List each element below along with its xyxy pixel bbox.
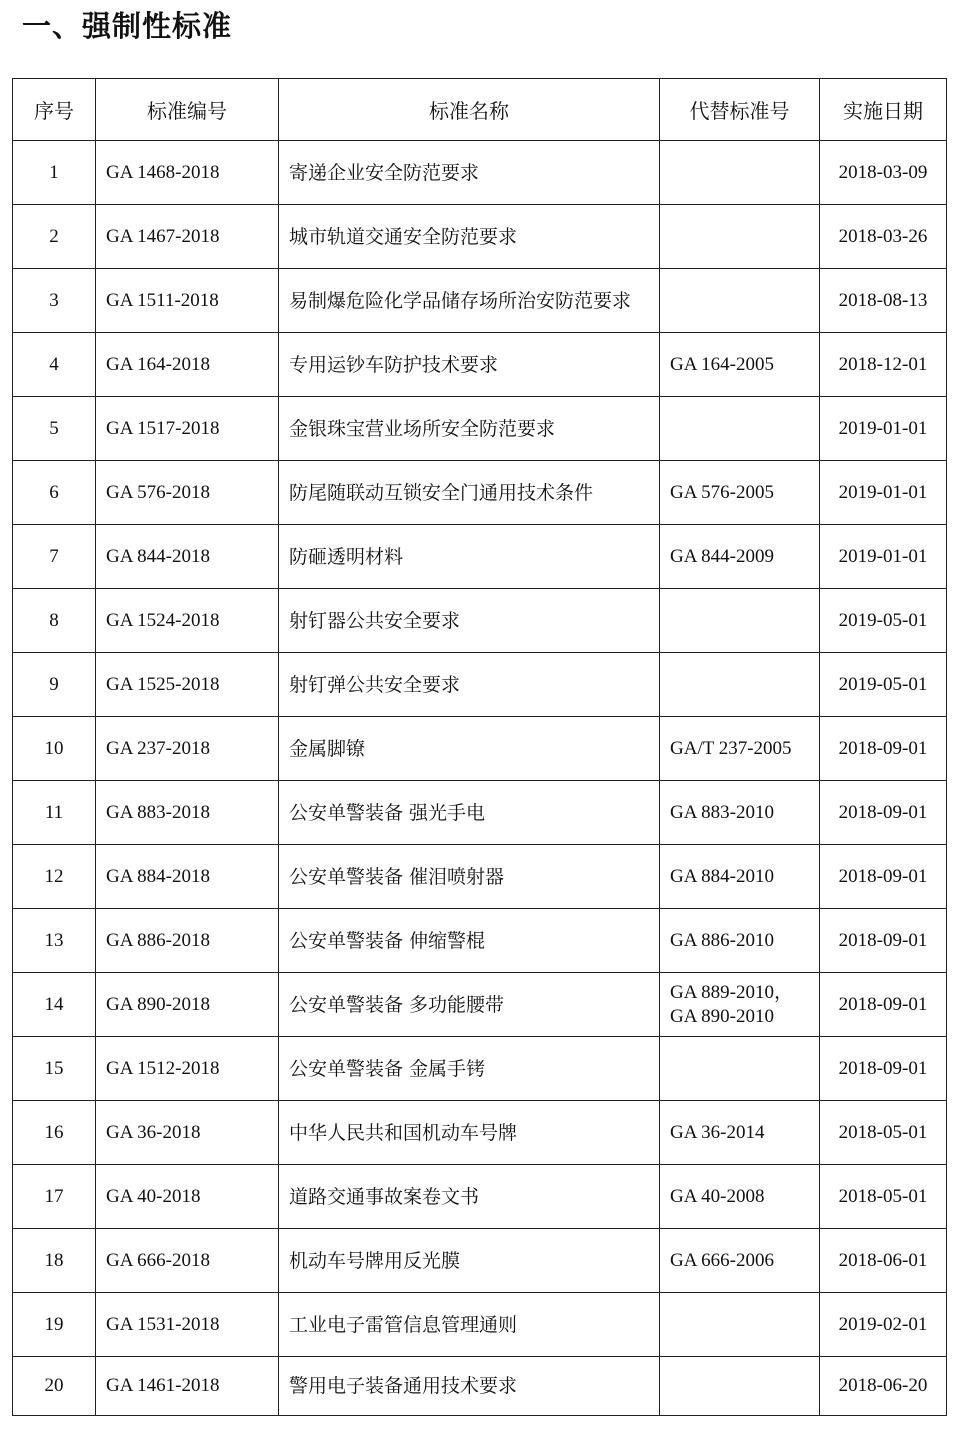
cell-replaces (660, 653, 820, 717)
cell-effective-date: 2018-08-13 (820, 269, 947, 333)
cell-index: 6 (13, 461, 96, 525)
cell-effective-date: 2018-09-01 (820, 909, 947, 973)
cell-index: 8 (13, 589, 96, 653)
replaced-standard-code: GA 40-2008 (670, 1185, 765, 1207)
replaced-standard-code: GA 890-2010 (670, 1005, 774, 1027)
replaced-standard-code: GA 886-2010 (670, 929, 774, 951)
replaced-standard-code: GA 844-2009 (670, 545, 774, 567)
table-header-row (13, 79, 947, 141)
cell-standard-code: GA 1467-2018 (96, 205, 279, 269)
cell-replaces (660, 1165, 820, 1229)
cell-index: 4 (13, 333, 96, 397)
cell-effective-date: 2018-06-20 (820, 1357, 947, 1416)
table-row (13, 781, 947, 845)
cell-standard-code: GA 1512-2018 (96, 1037, 279, 1101)
cell-index: 18 (13, 1229, 96, 1293)
table-row (13, 1229, 947, 1293)
page-title: 一、强制性标准 (22, 9, 233, 43)
cell-effective-date: 2018-05-01 (820, 1101, 947, 1165)
cell-replaces (660, 205, 820, 269)
table-row (13, 1293, 947, 1357)
cell-replaces (660, 1229, 820, 1293)
cell-standard-code: GA 1468-2018 (96, 141, 279, 205)
cell-index: 19 (13, 1293, 96, 1357)
cell-effective-date: 2018-09-01 (820, 1037, 947, 1101)
column-header-index: 序号 (13, 79, 96, 141)
cell-replaces (660, 525, 820, 589)
cell-standard-code: GA 1525-2018 (96, 653, 279, 717)
replaced-standard-code: GA 36-2014 (670, 1121, 765, 1143)
table-row (13, 1037, 947, 1101)
cell-replaces (660, 1293, 820, 1357)
cell-standard-code: GA 886-2018 (96, 909, 279, 973)
table-row (13, 973, 947, 1037)
cell-standard-code: GA 1531-2018 (96, 1293, 279, 1357)
cell-replaces (660, 333, 820, 397)
table-body (13, 141, 947, 1416)
cell-standard-code: GA 1511-2018 (96, 269, 279, 333)
table-row (13, 525, 947, 589)
cell-replaces (660, 461, 820, 525)
cell-index: 9 (13, 653, 96, 717)
cell-replaces (660, 141, 820, 205)
cell-index: 16 (13, 1101, 96, 1165)
cell-standard-name: 防尾随联动互锁安全门通用技术条件 (279, 461, 660, 525)
cell-replaces (660, 909, 820, 973)
replaced-standard-code: GA 164-2005 (670, 353, 774, 375)
column-header-replaces: 代替标准号 (660, 79, 820, 141)
column-header-date: 实施日期 (820, 79, 947, 141)
cell-effective-date: 2019-05-01 (820, 653, 947, 717)
cell-effective-date: 2018-03-09 (820, 141, 947, 205)
cell-standard-code: GA 164-2018 (96, 333, 279, 397)
cell-index: 3 (13, 269, 96, 333)
cell-standard-name: 警用电子装备通用技术要求 (279, 1357, 660, 1416)
cell-replaces (660, 717, 820, 781)
cell-effective-date: 2018-05-01 (820, 1165, 947, 1229)
replaced-standard-code: GA 666-2006 (670, 1249, 774, 1271)
cell-replaces (660, 589, 820, 653)
replaced-standard-code: GA 889-2010， (670, 981, 793, 1003)
cell-index: 20 (13, 1357, 96, 1416)
replaced-standard-code: GA 884-2010 (670, 865, 774, 887)
cell-standard-name: 中华人民共和国机动车号牌 (279, 1101, 660, 1165)
cell-standard-name: 寄递企业安全防范要求 (279, 141, 660, 205)
cell-index: 15 (13, 1037, 96, 1101)
cell-replaces (660, 781, 820, 845)
cell-effective-date: 2018-03-26 (820, 205, 947, 269)
cell-effective-date: 2018-12-01 (820, 333, 947, 397)
cell-standard-code: GA 576-2018 (96, 461, 279, 525)
table-row (13, 1101, 947, 1165)
column-header-code: 标准编号 (96, 79, 279, 141)
table-row (13, 589, 947, 653)
table-row (13, 717, 947, 781)
cell-standard-name: 专用运钞车防护技术要求 (279, 333, 660, 397)
cell-standard-name: 金属脚镣 (279, 717, 660, 781)
cell-standard-name: 公安单警装备 金属手铐 (279, 1037, 660, 1101)
table-row (13, 141, 947, 205)
cell-standard-name: 机动车号牌用反光膜 (279, 1229, 660, 1293)
cell-index: 12 (13, 845, 96, 909)
cell-standard-name: 易制爆危险化学品储存场所治安防范要求 (279, 269, 660, 333)
table-row (13, 269, 947, 333)
cell-replaces (660, 1037, 820, 1101)
cell-index: 1 (13, 141, 96, 205)
standards-table (12, 78, 947, 1416)
cell-index: 10 (13, 717, 96, 781)
table-row (13, 1357, 947, 1416)
table-row (13, 909, 947, 973)
cell-replaces (660, 1357, 820, 1416)
cell-standard-code: GA 1524-2018 (96, 589, 279, 653)
cell-index: 14 (13, 973, 96, 1037)
replaced-standard-code: GA 883-2010 (670, 801, 774, 823)
cell-standard-code: GA 666-2018 (96, 1229, 279, 1293)
cell-standard-name: 金银珠宝营业场所安全防范要求 (279, 397, 660, 461)
cell-standard-name: 防砸透明材料 (279, 525, 660, 589)
cell-standard-code: GA 890-2018 (96, 973, 279, 1037)
cell-standard-name: 射钉弹公共安全要求 (279, 653, 660, 717)
cell-standard-code: GA 883-2018 (96, 781, 279, 845)
cell-replaces (660, 1101, 820, 1165)
cell-effective-date: 2018-09-01 (820, 845, 947, 909)
cell-standard-code: GA 1461-2018 (96, 1357, 279, 1416)
cell-standard-code: GA 36-2018 (96, 1101, 279, 1165)
cell-replaces (660, 973, 820, 1037)
cell-effective-date: 2019-01-01 (820, 397, 947, 461)
cell-effective-date: 2018-09-01 (820, 973, 947, 1037)
cell-standard-code: GA 40-2018 (96, 1165, 279, 1229)
cell-replaces (660, 845, 820, 909)
cell-index: 11 (13, 781, 96, 845)
table-row (13, 1165, 947, 1229)
cell-standard-name: 公安单警装备 催泪喷射器 (279, 845, 660, 909)
replaced-standard-code: GA 576-2005 (670, 481, 774, 503)
cell-index: 5 (13, 397, 96, 461)
cell-effective-date: 2019-01-01 (820, 461, 947, 525)
cell-standard-name: 城市轨道交通安全防范要求 (279, 205, 660, 269)
cell-replaces (660, 397, 820, 461)
cell-standard-name: 射钉器公共安全要求 (279, 589, 660, 653)
table-row (13, 205, 947, 269)
cell-index: 2 (13, 205, 96, 269)
table-row (13, 845, 947, 909)
replaced-standard-code: GA/T 237-2005 (670, 737, 792, 759)
cell-effective-date: 2019-05-01 (820, 589, 947, 653)
cell-effective-date: 2018-09-01 (820, 717, 947, 781)
table-row (13, 333, 947, 397)
column-header-name: 标准名称 (279, 79, 660, 141)
cell-index: 7 (13, 525, 96, 589)
cell-standard-name: 公安单警装备 伸缩警棍 (279, 909, 660, 973)
table-row (13, 461, 947, 525)
table-row (13, 397, 947, 461)
cell-index: 17 (13, 1165, 96, 1229)
cell-replaces (660, 269, 820, 333)
cell-index: 13 (13, 909, 96, 973)
cell-standard-name: 工业电子雷管信息管理通则 (279, 1293, 660, 1357)
cell-standard-name: 公安单警装备 多功能腰带 (279, 973, 660, 1037)
cell-standard-code: GA 237-2018 (96, 717, 279, 781)
table-row (13, 653, 947, 717)
cell-standard-name: 道路交通事故案卷文书 (279, 1165, 660, 1229)
cell-standard-name: 公安单警装备 强光手电 (279, 781, 660, 845)
cell-effective-date: 2019-02-01 (820, 1293, 947, 1357)
cell-effective-date: 2018-09-01 (820, 781, 947, 845)
cell-standard-code: GA 1517-2018 (96, 397, 279, 461)
cell-standard-code: GA 844-2018 (96, 525, 279, 589)
cell-standard-code: GA 884-2018 (96, 845, 279, 909)
cell-effective-date: 2019-01-01 (820, 525, 947, 589)
cell-effective-date: 2018-06-01 (820, 1229, 947, 1293)
